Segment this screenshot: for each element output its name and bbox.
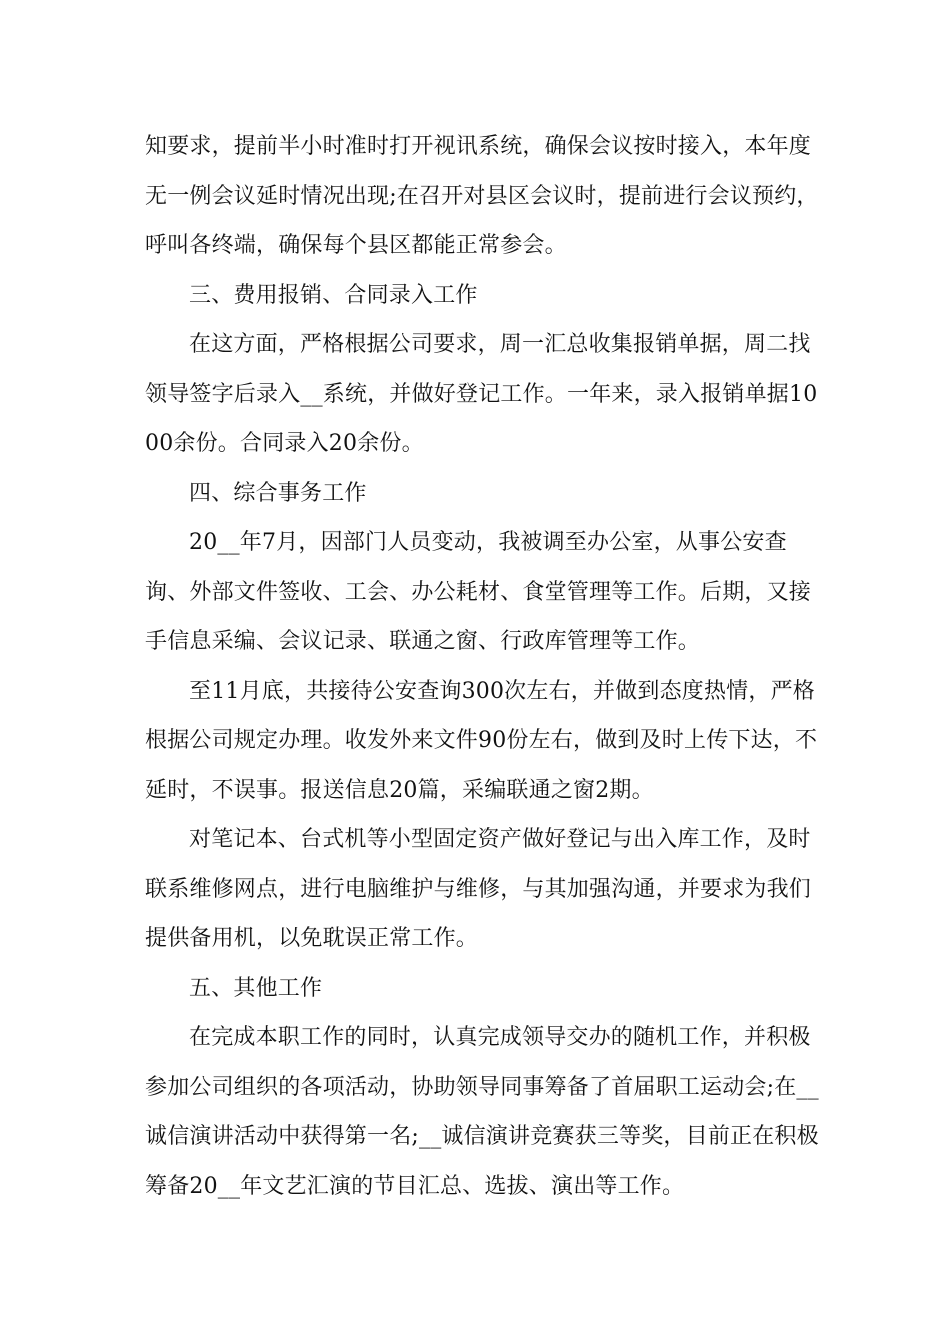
- paragraph-continued: 知要求，提前半小时准时打开视讯系统，确保会议按时接入，本年度无一例会议延时情况出现;在召开对县区会议时，提前进行会议预约，呼叫各终端，确保每个县区都能正常参会。: [145, 134, 819, 258]
- paragraph-other-work: 在完成本职工作的同时，认真完成领导交办的随机工作，并积极参加公司组织的各项活动，协助领导同事筹备了首届职工运动会;在__诚信演讲活动中获得第一名;__诚信演讲竞赛获三等奖，目前正在积极筹备20__年文艺汇演的节目汇总、选拔、演出等工作。: [145, 1025, 819, 1199]
- paragraph-general-affairs-3: 对笔记本、台式机等小型固定资产做好登记与出入库工作，及时联系维修网点，进行电脑维护与维修，与其加强沟通，并要求为我们提供备用机，以免耽误正常工作。: [145, 827, 812, 951]
- section-heading-general-affairs: 四、综合事务工作: [189, 480, 367, 506]
- document-body: [145, 122, 825, 1211]
- section-heading-other-work: 五、其他工作: [189, 975, 323, 1001]
- paragraph-general-affairs-2: 至11月底，共接待公安查询300次左右，并做到态度热情，严格根据公司规定办理。收发外来文件90份左右，做到及时上传下达，不延时，不误事。报送信息20篇，采编联通之窗2期。: [145, 678, 818, 803]
- paragraph-general-affairs-1: 20__年7月，因部门人员变动，我被调至办公室，从事公安查询、外部文件签收、工会、办公耗材、食堂管理等工作。后期，又接手信息采编、会议记录、联通之窗、行政库管理等工作。: [145, 530, 812, 654]
- paragraph-expense: 在这方面，严格根据公司要求，周一汇总收集报销单据，周二找领导签字后录入__系统，并做好登记工作。一年来，录入报销单据1000余份。合同录入20余份。: [145, 332, 818, 456]
- section-heading-expense: 三、费用报销、合同录入工作: [189, 282, 478, 308]
